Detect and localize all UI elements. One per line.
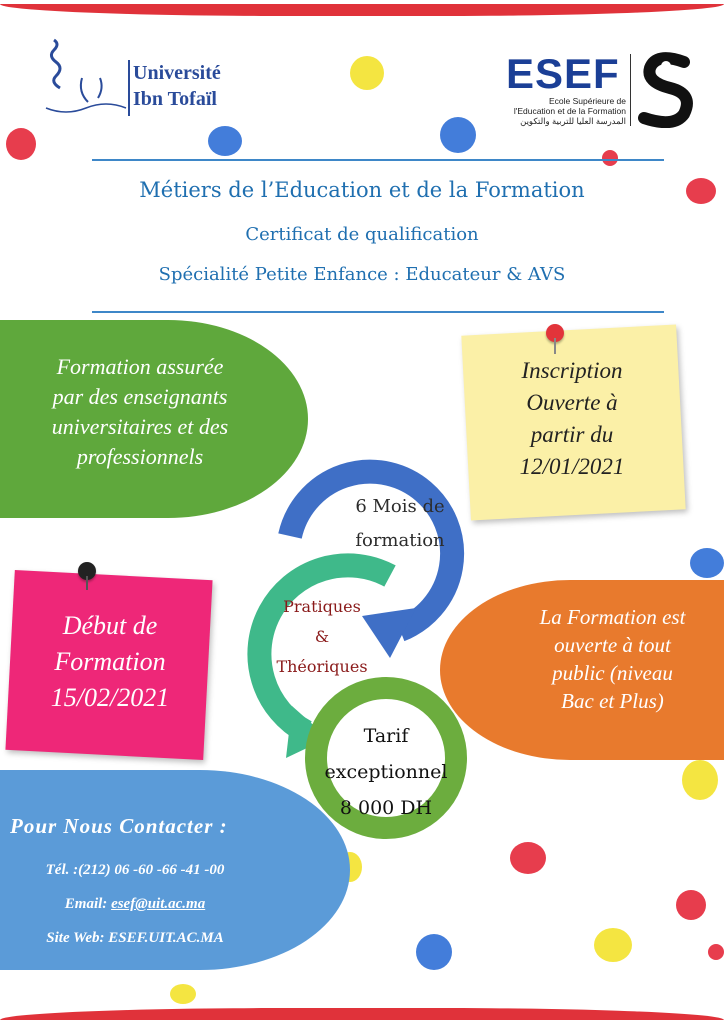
duration-text [330,490,470,558]
header-bottom-rule [92,311,664,313]
registration-text [488,355,656,483]
audience-info-line: ouverte à tout [554,633,671,657]
training-type-line: Théoriques [276,657,368,676]
duration-line: formation [355,530,445,551]
university-name [133,60,221,112]
pushpin-needle [554,338,556,354]
start-date-text [20,608,200,716]
decor-red-dot [708,944,724,960]
decor-yellow-dot [170,984,196,1004]
contact-email-link[interactable]: esef@uit.ac.ma [111,896,206,912]
decor-yellow-dot [682,760,718,800]
decor-red-dot [676,890,706,920]
price-line: Tarif [363,725,409,747]
price-text [306,718,466,826]
audience-info-line: La Formation est [539,605,686,629]
training-type-line: & [314,627,330,646]
esef-logo-subtitle [508,96,626,126]
pushpin-needle [86,576,88,590]
decor-yellow-dot [594,928,632,962]
start-date-line: Formation [54,647,166,676]
price-value: 8 000 DH [339,797,433,819]
decor-red-dot [510,842,546,874]
audience-info-line: Bac et Plus) [561,689,664,713]
registration-date: 12/01/2021 [519,454,625,479]
decor-red-dot [602,150,618,166]
top-red-border [0,4,724,16]
contact-email-label: Email: [64,896,108,912]
contact-phone: Tél. :(212) 06 -60 -66 -41 -00 [45,862,225,878]
trainers-info-line: par des enseignants [52,384,228,409]
decor-red-dot [6,128,36,160]
trainers-info-line: universitaires et des [51,414,229,439]
decor-yellow-dot [350,56,384,90]
decor-blue-dot [690,548,724,578]
contact-email-row [0,896,270,913]
contact-website[interactable]: Site Web: ESEF.UIT.AC.MA [46,930,224,946]
audience-info-line: public (niveau [552,661,673,685]
contact-heading: Pour Nous Contacter : [10,814,228,838]
logo-separator [630,54,631,126]
header-top-rule [92,159,664,161]
audience-info-text [505,603,720,715]
logo-separator [128,60,130,116]
training-type-text [262,592,382,682]
registration-line: Ouverte à [526,390,618,415]
esef-s-emblem [636,48,696,128]
esef-subtitle-ar: المدرسة العليا للتربية والتكوين [520,116,626,126]
start-date-value: 15/02/2021 [50,683,170,712]
trainers-info-line: Formation assurée [56,354,224,379]
registration-line: Inscription [521,358,623,383]
training-type-line: Pratiques [283,597,361,616]
university-ibn-tofail-logo [40,34,132,124]
start-date-line: Début de [62,611,158,640]
bottom-red-border [0,1008,724,1020]
page-title: Métiers de l’Education et de la Formation [139,178,585,202]
registration-line: partir du [530,422,614,447]
esef-logo-text: ESEF [506,50,620,97]
duration-line: 6 Mois de [355,496,445,517]
esef-subtitle-fr: Ecole Supérieure de l'Education et de la Formation [513,96,626,116]
university-name-line1: Université [133,62,221,84]
university-name-line2: Ibn Tofaïl [133,88,217,110]
page-subtitle: Certificat de qualification [245,224,479,245]
decor-blue-dot [440,117,476,153]
decor-blue-dot [416,934,452,970]
price-line: exceptionnel [324,761,448,783]
trainers-info-line: professionnels [76,444,204,469]
decor-blue-dot [208,126,242,156]
page-specialty: Spécialité Petite Enfance : Educateur & AVS [158,264,566,285]
